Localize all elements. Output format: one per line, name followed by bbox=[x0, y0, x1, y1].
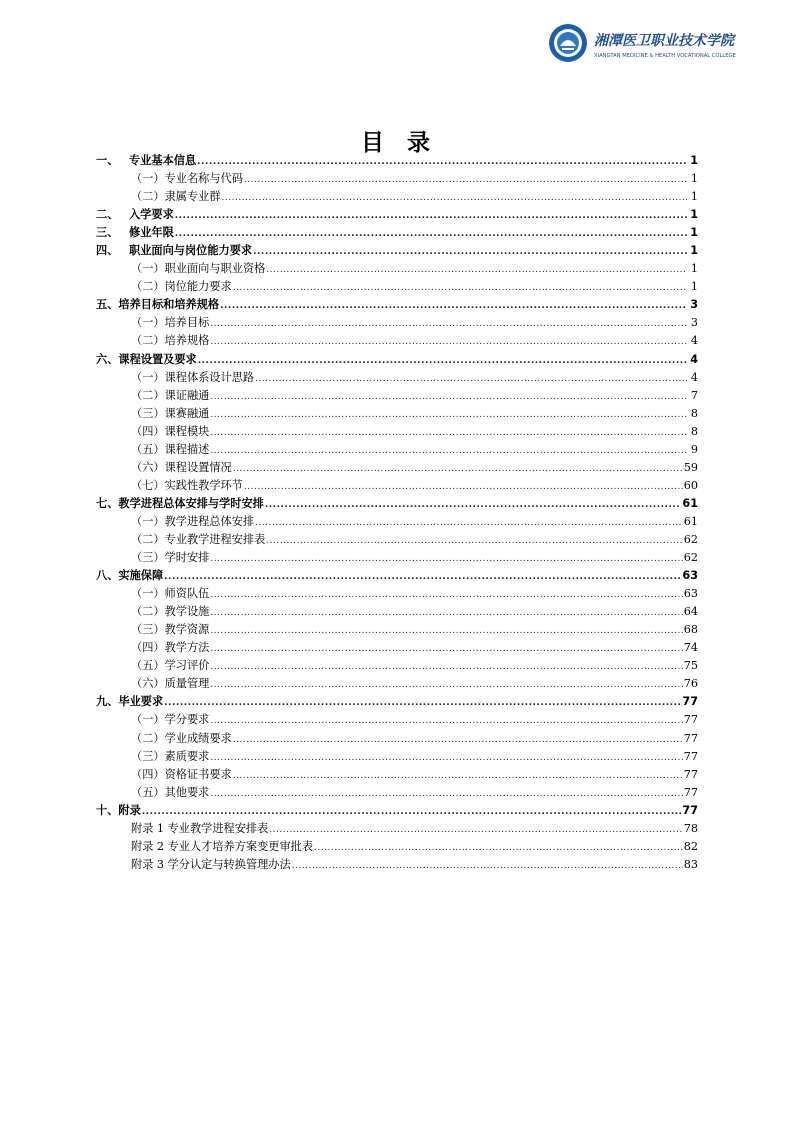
toc-entry-page: 8 bbox=[690, 424, 698, 438]
toc-leader-dots bbox=[233, 731, 683, 749]
toc-entry-label bbox=[96, 296, 219, 314]
toc-leader-dots bbox=[265, 496, 682, 514]
toc-entry[interactable] bbox=[96, 387, 698, 405]
toc-entry-text: （五）学习评价 bbox=[131, 659, 210, 673]
toc-entry-label bbox=[131, 369, 254, 387]
toc-leader-dots bbox=[210, 550, 682, 568]
toc-entry[interactable] bbox=[96, 441, 698, 459]
toc-entry-page: 63 bbox=[683, 587, 698, 601]
toc-entry-page: 76 bbox=[683, 677, 698, 691]
toc-entry[interactable] bbox=[96, 657, 698, 675]
toc-leader-dots bbox=[222, 189, 687, 207]
toc-leader-dots bbox=[220, 297, 687, 315]
toc-entry-page: 77 bbox=[683, 767, 698, 781]
toc-entry-text: （四）资格证书要求 bbox=[131, 767, 232, 781]
toc-entry-text: （二）培养规格 bbox=[131, 334, 210, 348]
toc-entry[interactable] bbox=[96, 820, 698, 838]
toc-entry[interactable] bbox=[96, 423, 698, 441]
toc-leader-dots bbox=[164, 694, 681, 712]
toc-entry-label bbox=[96, 495, 264, 513]
toc-entry-text: （三）课赛融通 bbox=[131, 406, 210, 420]
toc-leader-dots bbox=[164, 568, 681, 586]
toc-entry[interactable] bbox=[96, 675, 698, 693]
toc-entry-page: 1 bbox=[690, 262, 698, 276]
toc-entry-label bbox=[96, 802, 141, 820]
toc-entry[interactable] bbox=[96, 621, 698, 639]
toc-entry-label bbox=[131, 711, 209, 729]
toc-entry-text: 十、附录 bbox=[96, 803, 141, 817]
toc-entry-text: （一）学分要求 bbox=[131, 713, 210, 727]
toc-entry[interactable] bbox=[96, 296, 698, 314]
toc-entry-page: 7 bbox=[690, 388, 698, 402]
toc-entry-label bbox=[131, 820, 268, 838]
toc-leader-dots bbox=[210, 676, 682, 694]
toc-entry-number: 三、 bbox=[96, 226, 119, 240]
toc-leader-dots bbox=[210, 604, 682, 622]
toc-leader-dots bbox=[210, 333, 687, 351]
toc-entry-text: （四）课程模块 bbox=[131, 424, 210, 438]
toc-entry-label bbox=[131, 748, 209, 766]
toc-entry[interactable] bbox=[96, 459, 698, 477]
toc-entry-label bbox=[131, 423, 209, 441]
toc-entry-text: （一）专业名称与代码 bbox=[131, 172, 243, 186]
toc-entry-page: 77 bbox=[683, 731, 698, 745]
toc-leader-dots bbox=[210, 315, 687, 333]
toc-entry-text: 附录 3 学分认定与转换管理办法 bbox=[131, 857, 291, 871]
toc-entry-page: 75 bbox=[683, 659, 698, 673]
toc-entry[interactable] bbox=[96, 477, 698, 495]
toc-entry-label bbox=[131, 549, 209, 567]
toc-entry-text: （七）实践性教学环节 bbox=[131, 478, 243, 492]
toc-leader-dots bbox=[244, 171, 687, 189]
toc-entry[interactable] bbox=[96, 495, 698, 513]
toc-entry-text: （一）职业面向与职业资格 bbox=[131, 262, 266, 276]
toc-entry-text: 职业面向与岗位能力要求 bbox=[129, 244, 253, 258]
toc-entry[interactable] bbox=[96, 730, 698, 748]
toc-entry-label bbox=[131, 513, 254, 531]
toc-leader-dots bbox=[142, 803, 682, 821]
toc-entry-text: 附录 1 专业教学进程安排表 bbox=[131, 821, 269, 835]
toc-entry-label bbox=[96, 224, 174, 242]
toc-entry-text: （六）课程设置情况 bbox=[131, 460, 232, 474]
toc-entry-text: （一）师资队伍 bbox=[131, 587, 210, 601]
toc-entry-label bbox=[131, 621, 209, 639]
toc-entry-page: 62 bbox=[683, 551, 698, 565]
toc-entry-text: 六、课程设置及要求 bbox=[96, 352, 197, 366]
toc-leader-dots bbox=[233, 279, 687, 297]
toc-entry[interactable] bbox=[96, 260, 698, 278]
toc-entry[interactable] bbox=[96, 693, 698, 711]
toc-entry-text: （二）岗位能力要求 bbox=[131, 280, 232, 294]
logo-text: 湘潭医卫职业技术学院 bbox=[594, 33, 734, 49]
toc-entry-label bbox=[96, 206, 174, 224]
toc-entry-text: （二）学业成绩要求 bbox=[131, 731, 232, 745]
toc-leader-dots bbox=[175, 225, 687, 243]
toc-leader-dots bbox=[210, 406, 687, 424]
toc-entry-label bbox=[131, 639, 209, 657]
toc-entry-page: 60 bbox=[683, 478, 698, 492]
toc-leader-dots bbox=[210, 586, 682, 604]
toc-entry[interactable] bbox=[96, 585, 698, 603]
toc-entry-label bbox=[131, 441, 209, 459]
toc-entry-text: 入学要求 bbox=[129, 208, 174, 222]
toc-leader-dots bbox=[197, 153, 687, 171]
toc-leader-dots bbox=[210, 785, 682, 803]
toc-entry-text: （五）其他要求 bbox=[131, 785, 210, 799]
toc-entry-page: 3 bbox=[690, 316, 698, 330]
toc-entry-label bbox=[131, 314, 209, 332]
toc-entry-label bbox=[131, 188, 221, 206]
toc-entry-label bbox=[131, 766, 232, 784]
toc-entry-label bbox=[131, 278, 232, 296]
toc-entry-page: 1 bbox=[690, 172, 698, 186]
toc-entry-text: （三）学时安排 bbox=[131, 551, 210, 565]
toc-entry-text: （二）教学设施 bbox=[131, 605, 210, 619]
toc-entry-text: （二）课证融通 bbox=[131, 388, 210, 402]
toc-entry-page: 77 bbox=[683, 749, 698, 763]
toc-leader-dots bbox=[210, 424, 687, 442]
toc-leader-dots bbox=[210, 749, 682, 767]
toc-leader-dots bbox=[210, 658, 682, 676]
toc-entry-text: （一）培养目标 bbox=[131, 316, 210, 330]
toc-entry-page: 1 bbox=[690, 244, 698, 258]
toc-entry-text: 附录 2 专业人才培养方案变更审批表 bbox=[131, 839, 314, 853]
toc-entry-label bbox=[131, 170, 243, 188]
toc-entry[interactable] bbox=[96, 567, 698, 585]
toc-entry-text: （二）专业教学进程安排表 bbox=[131, 532, 266, 546]
toc-entry[interactable] bbox=[96, 766, 698, 784]
toc-entry-page: 74 bbox=[683, 641, 698, 655]
toc-entry[interactable] bbox=[96, 748, 698, 766]
toc-leader-dots bbox=[266, 532, 682, 550]
toc-entry[interactable] bbox=[96, 224, 698, 242]
toc-entry-label bbox=[96, 567, 163, 585]
toc-entry-page: 4 bbox=[690, 370, 698, 384]
toc-entry[interactable] bbox=[96, 513, 698, 531]
toc-leader-dots bbox=[233, 460, 683, 478]
toc-entry-page: 8 bbox=[690, 406, 698, 420]
toc-entry-text: 九、毕业要求 bbox=[96, 695, 164, 709]
title-char-2: 录 bbox=[407, 130, 432, 156]
toc-entry-page: 1 bbox=[690, 280, 698, 294]
toc-leader-dots bbox=[269, 821, 682, 839]
toc-entry-label bbox=[131, 838, 313, 856]
toc-entry[interactable] bbox=[96, 856, 698, 874]
toc-entry-text: （五）课程描述 bbox=[131, 442, 210, 456]
toc-entry-page: 77 bbox=[682, 695, 698, 709]
toc-entry-page: 82 bbox=[683, 839, 698, 853]
toc-entry[interactable] bbox=[96, 170, 698, 188]
toc-entry-page: 62 bbox=[683, 532, 698, 546]
toc-entry-label bbox=[131, 531, 265, 549]
toc-leader-dots bbox=[253, 243, 687, 261]
toc-entry-text: 修业年限 bbox=[129, 226, 174, 240]
toc-entry[interactable] bbox=[96, 188, 698, 206]
toc-leader-dots bbox=[210, 712, 682, 730]
toc-entry-page: 64 bbox=[683, 605, 698, 619]
title-char-1: 目 bbox=[361, 130, 386, 156]
toc-entry-label bbox=[131, 260, 265, 278]
toc-entry-page: 1 bbox=[690, 154, 698, 167]
toc-leader-dots bbox=[255, 514, 683, 532]
toc-leader-dots bbox=[210, 640, 682, 658]
toc-entry-text: 五、培养目标和培养规格 bbox=[96, 298, 220, 312]
toc-entry-page: 77 bbox=[682, 803, 698, 817]
toc-entry-label bbox=[131, 784, 209, 802]
toc-entry-number: 二、 bbox=[96, 208, 119, 222]
toc-entry[interactable] bbox=[96, 332, 698, 350]
toc-entry[interactable] bbox=[96, 369, 698, 387]
toc-entry-page: 59 bbox=[683, 460, 698, 474]
toc-entry-label bbox=[131, 603, 209, 621]
toc-entry[interactable] bbox=[96, 405, 698, 423]
toc-entry-text: （一）课程体系设计思路 bbox=[131, 370, 255, 384]
toc-entry[interactable] bbox=[96, 603, 698, 621]
toc-entry-page: 63 bbox=[682, 569, 698, 583]
toc-entry-label bbox=[131, 332, 209, 350]
toc-entry-page: 1 bbox=[690, 208, 698, 222]
logo-subtext: XIANGTAN MEDICINE & HEALTH VOCATIONAL COLLEGE bbox=[594, 53, 736, 59]
toc-entry[interactable] bbox=[96, 314, 698, 332]
toc-leader-dots bbox=[266, 261, 687, 279]
toc-entry-label bbox=[131, 675, 209, 693]
toc-entry-page: 3 bbox=[690, 298, 698, 312]
toc-entry-text: （四）教学方法 bbox=[131, 641, 210, 655]
toc-leader-dots bbox=[292, 857, 683, 875]
toc-entry[interactable] bbox=[96, 242, 698, 260]
toc-entry[interactable] bbox=[96, 549, 698, 567]
toc-entry-page: 4 bbox=[690, 334, 698, 348]
toc-entry-number: 一、 bbox=[96, 154, 119, 167]
toc-entry-text: 八、实施保障 bbox=[96, 569, 164, 583]
toc-entry-page: 83 bbox=[683, 857, 698, 871]
toc-entry-page: 68 bbox=[683, 623, 698, 637]
toc-entry[interactable] bbox=[96, 711, 698, 729]
toc-entry-label bbox=[96, 152, 196, 170]
toc-entry-number: 四、 bbox=[96, 244, 119, 258]
college-logo bbox=[546, 20, 768, 66]
toc-entry-label bbox=[131, 585, 209, 603]
toc-leader-dots bbox=[233, 767, 683, 785]
toc-entry-page: 4 bbox=[690, 352, 698, 366]
toc-entry-page: 61 bbox=[683, 514, 698, 528]
toc-entry-page: 77 bbox=[683, 713, 698, 727]
toc-leader-dots bbox=[210, 442, 687, 460]
toc-entry-label bbox=[96, 242, 252, 260]
toc-entry[interactable] bbox=[96, 278, 698, 296]
toc-entry-label bbox=[131, 856, 291, 874]
toc-entry-text: （二）隶属专业群 bbox=[131, 190, 221, 204]
toc-entry[interactable] bbox=[96, 802, 698, 820]
toc-entry[interactable] bbox=[96, 206, 698, 224]
toc-entry-label bbox=[96, 351, 197, 369]
toc-leader-dots bbox=[244, 478, 683, 496]
toc-entry-page: 9 bbox=[690, 442, 698, 456]
toc-entry-text: 七、教学进程总体安排与学时安排 bbox=[96, 496, 264, 510]
toc-leader-dots bbox=[210, 388, 687, 406]
toc-entry-page: 77 bbox=[683, 785, 698, 799]
toc-entry-text: （三）教学资源 bbox=[131, 623, 210, 637]
table-of-contents bbox=[96, 152, 698, 874]
toc-entry-label bbox=[131, 387, 209, 405]
toc-leader-dots bbox=[210, 622, 682, 640]
toc-entry-label bbox=[131, 657, 209, 675]
toc-entry-text: （三）素质要求 bbox=[131, 749, 210, 763]
toc-leader-dots bbox=[198, 352, 687, 370]
toc-entry-label bbox=[131, 405, 209, 423]
toc-entry-page: 78 bbox=[683, 821, 698, 835]
toc-leader-dots bbox=[255, 370, 687, 388]
toc-entry[interactable] bbox=[96, 531, 698, 549]
toc-leader-dots bbox=[314, 839, 683, 857]
toc-entry-page: 1 bbox=[690, 226, 698, 240]
toc-entry-text: （六）质量管理 bbox=[131, 677, 210, 691]
toc-entry[interactable] bbox=[96, 351, 698, 369]
toc-entry-text: （一）教学进程总体安排 bbox=[131, 514, 255, 528]
toc-entry-page: 1 bbox=[690, 190, 698, 204]
toc-entry-label bbox=[96, 693, 163, 711]
toc-entry-label bbox=[131, 730, 232, 748]
toc-entry-label bbox=[131, 459, 232, 477]
toc-leader-dots bbox=[175, 207, 687, 225]
toc-entry[interactable] bbox=[96, 784, 698, 802]
toc-entry[interactable] bbox=[96, 838, 698, 856]
toc-entry-label bbox=[131, 477, 243, 495]
toc-entry-text: 专业基本信息 bbox=[129, 154, 197, 167]
toc-entry[interactable] bbox=[96, 152, 698, 170]
toc-entry[interactable] bbox=[96, 639, 698, 657]
toc-entry-page: 61 bbox=[682, 496, 698, 510]
